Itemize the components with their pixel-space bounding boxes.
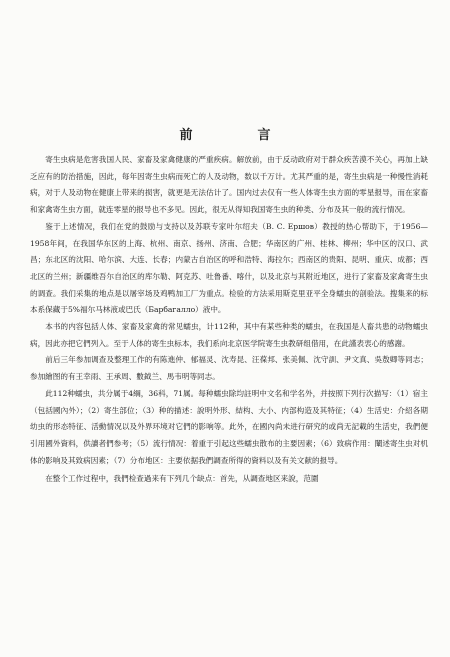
paragraph: 寄生虫病是危害我国人民、家畜及家禽健康的严重疾病。解放前，由于反动政府对于群众疾苦漠不关心，再加上缺乏应有的防治措施，因此，每年因寄生虫病而死亡的人及动物，数以千万计。尤其严重的是，寄生虫病是一种慢性消耗病，对于人及动物在健康上带来的损害，就更是无法估计了。国内过去仅有一些人体寄生虫方面的零星报导，而在家畜和家禽寄生虫方面，就连零星的报导也不多见。因此，很无从得知我国寄生虫的种类、分布及其一般的流行情况。 — [30, 155, 428, 215]
body-text — [30, 152, 428, 488]
paragraph: 鉴于上述情况，我们在党的鼓励与支持以及苏联专家叶尔绍夫（В. С. Ершов）教授的热心帮助下，于1956—1958年间，在我国华东区的上海、杭州、南京、扬州、济南、合肥；华南区的广州、桂林、柳州；华中区的汉口、武昌；东北区的沈阳、哈尔滨、大连、长春；内蒙古自治区的呼和浩特、海拉尔；西南区的贵阳、昆明、重庆、成都；西北区的兰州；新疆维吾尔自治区的库尔勒、阿克苏、吐鲁番、喀什，以及北京与其附近地区，进行了家畜及家禽寄生虫的调查。我们采集的地点是以屠宰场及鸡鸭加工厂为重点。检验的方法采用斯克里亚平全身蠕虫的剖验法。搜集来的标本系保藏于5%福尔马林液或巴氏（Барбагалло）液中。 — [30, 221, 428, 315]
page-title: 前 言 — [179, 128, 297, 143]
paragraph: 在整个工作过程中，我們检查過来有下列几个缺点：首先，从調查地区来說，范圍 — [45, 474, 319, 484]
paragraph: 前后三年参加调查及整理工作的有陈進仲、郁福灵、沈寿昆、汪葆邦、张美佩、沈守訓、尹文真、吳敖卿等同志；参加繪图的有王幸雨、王承周、數鉞兰、馬韦明等同志。 — [30, 355, 428, 382]
paragraph: 本书的内容包括人体、家畜及家禽的常见蠕虫，计112种，其中有某些种类的蠕虫，在我国是人畜共患的动物蠕虫病，因此亦把它們列入。至于人体的寄生虫标本，我们系向北京医学院寄生虫教研组借用，在此謹表衷心的感謝。 — [30, 322, 428, 348]
paragraph: 此112种蠕虫，共分属于4綱，36科，71属。每种蠕虫除均註明中文名和学名外，并按照下列行次描写：（1）宿主（包括國內外）；（2）寄生部位；（3）种的描述：說明外形、結构、大小、内部构造及其特征；（4）生活史：介紹各期幼虫的形态特征、活動情况以及外界环境对它們的影响等。此外，在國內尚未进行研究的或尚无記載的生活史，我們便引用國外資料，供讀者們参考；（5）流行情况：着重于引起这些蠕虫散布的主要因素；（6）致病作用：闡述寄生虫对机体的影响及其致病因素；（7）分布地区：主要依据我們調查所得的資料以及有关文献的报导。 — [30, 388, 428, 465]
